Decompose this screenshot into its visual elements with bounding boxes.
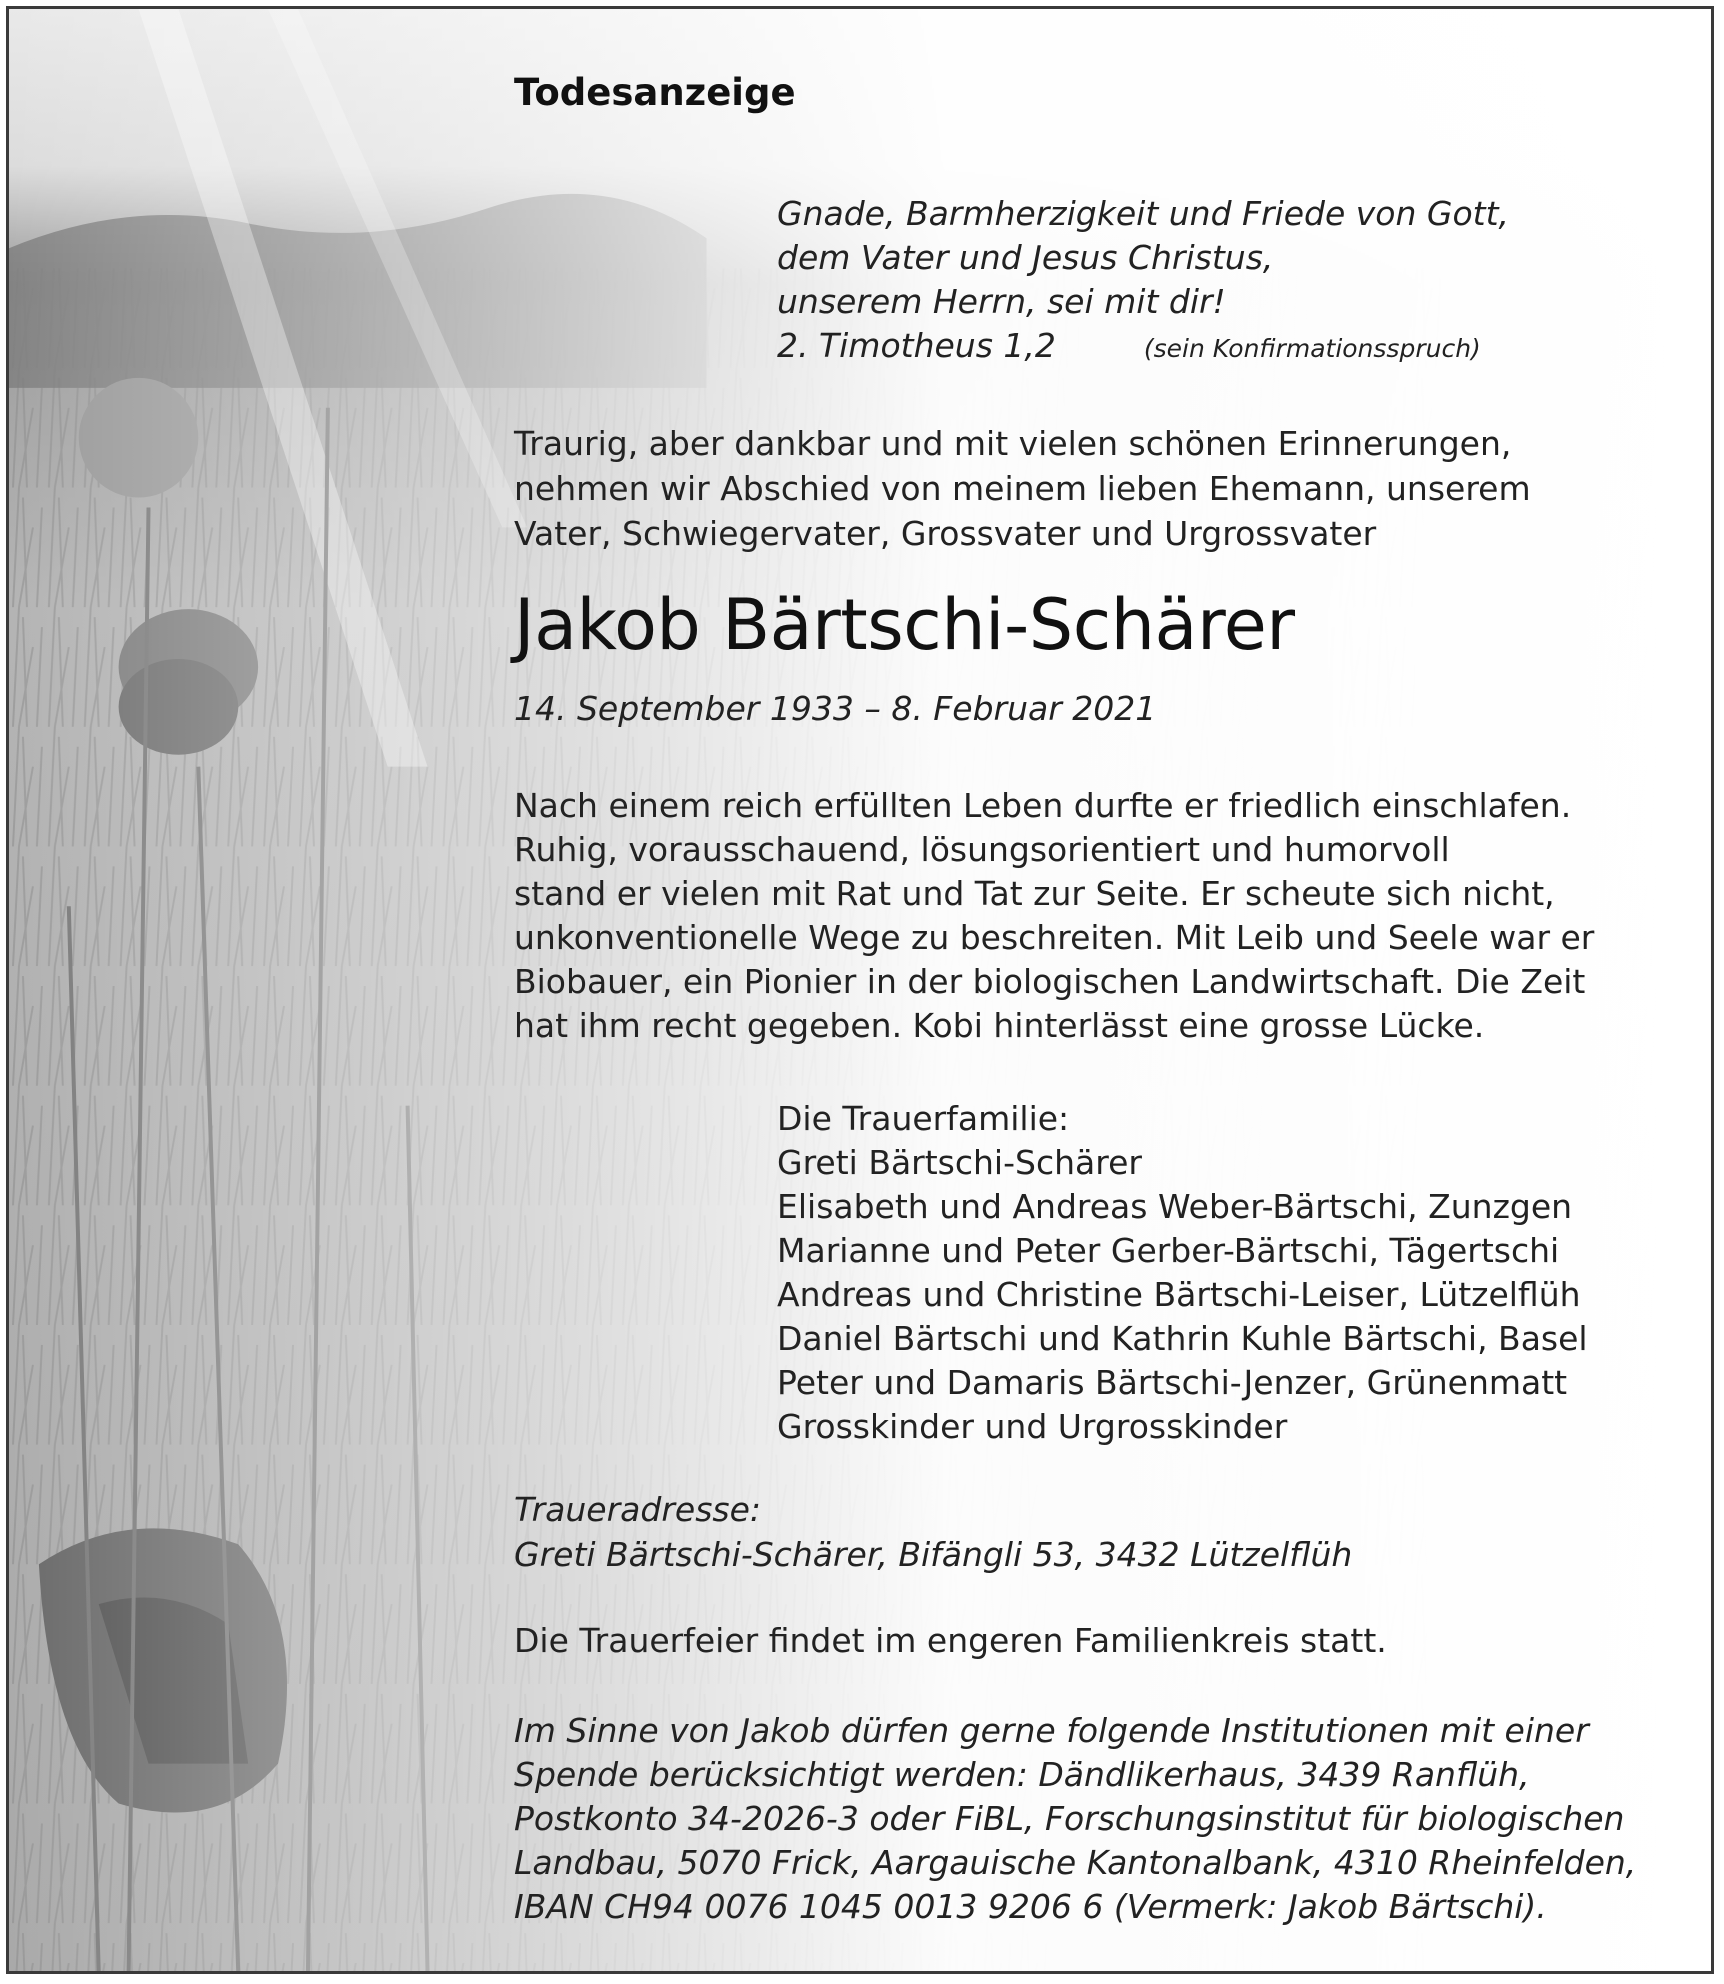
story-line: hat ihm recht gegeben. Kobi hinterlässt eine grosse Lücke. — [514, 1006, 1485, 1045]
address-value: Greti Bärtschi-Schärer, Bifängli 53, 3432 Lützelflüh — [514, 1535, 1353, 1574]
verse-reference-line — [777, 324, 1509, 371]
donation-line: Spende berücksichtigt werden: Dändlikerhaus, 3439 Ranflüh, — [514, 1755, 1530, 1794]
verse-line: unserem Herrn, sei mit dir! — [777, 282, 1226, 321]
verse-line: dem Vater und Jesus Christus, — [777, 238, 1274, 277]
donation-line: Landbau, 5070 Frick, Aargauische Kantonalbank, 4310 Rheinfelden, — [514, 1843, 1637, 1882]
story-line: stand er vielen mit Rat und Tat zur Seite. Er scheute sich nicht, — [514, 874, 1555, 913]
story-line: unkonventionelle Wege zu beschreiten. Mit Leib und Seele war er — [514, 918, 1595, 957]
ad-label: Todesanzeige — [514, 71, 796, 114]
donation-line: Postkonto 34-2026-3 oder FiBL, Forschungsinstitut für biologischen — [514, 1799, 1625, 1838]
verse-line: Gnade, Barmherzigkeit und Friede von Gott, — [777, 194, 1510, 233]
story-line: Biobauer, ein Pionier in der biologischen Landwirtschaft. Die Zeit — [514, 962, 1586, 1001]
ceremony-notice: Die Trauerfeier findet im engeren Familienkreis statt. — [514, 1621, 1387, 1660]
intro-line: nehmen wir Abschied von meinem lieben Ehemann, unserem — [514, 469, 1531, 508]
obituary-frame — [6, 6, 1714, 1974]
address-label: Traueradresse: — [514, 1490, 762, 1529]
story-line: Ruhig, vorausschauend, lösungsorientiert und humorvoll — [514, 830, 1450, 869]
donation-line: IBAN CH94 0076 1045 0013 9206 6 (Vermerk: Jakob Bärtschi). — [514, 1887, 1547, 1926]
life-story — [514, 784, 1594, 1048]
bible-verse — [777, 192, 1509, 371]
donation-line: Im Sinne von Jakob dürfen gerne folgende Institutionen mit einer — [514, 1711, 1589, 1750]
mourning-address — [514, 1487, 1352, 1577]
story-line: Nach einem reich erfüllten Leben durfte er friedlich einschlafen. — [514, 786, 1572, 825]
family-line: Marianne und Peter Gerber-Bärtschi, Tägertschi — [777, 1231, 1560, 1270]
family-line: Greti Bärtschi-Schärer — [777, 1143, 1142, 1182]
intro-line: Vater, Schwiegervater, Grossvater und Urgrossvater — [514, 514, 1377, 553]
family-line: Andreas und Christine Bärtschi-Leiser, Lützelflüh — [777, 1275, 1581, 1314]
verse-note: (sein Konfirmationsspruch) — [1143, 334, 1481, 363]
donation-notice — [514, 1709, 1636, 1929]
family-line: Peter und Damaris Bärtschi-Jenzer, Grünenmatt — [777, 1363, 1568, 1402]
life-dates: 14. September 1933 – 8. Februar 2021 — [514, 689, 1157, 728]
deceased-name: Jakob Bärtschi-Schärer — [514, 584, 1295, 666]
family-line: Daniel Bärtschi und Kathrin Kuhle Bärtschi, Basel — [777, 1319, 1588, 1358]
family-line: Grosskinder und Urgrosskinder — [777, 1407, 1288, 1446]
verse-reference: 2. Timotheus 1,2 — [777, 326, 1056, 365]
mourning-family — [777, 1097, 1588, 1449]
family-line: Elisabeth und Andreas Weber-Bärtschi, Zunzgen — [777, 1187, 1573, 1226]
family-line: Die Trauerfamilie: — [777, 1099, 1070, 1138]
intro-line: Traurig, aber dankbar und mit vielen schönen Erinnerungen, — [514, 424, 1512, 463]
intro-text — [514, 421, 1531, 556]
